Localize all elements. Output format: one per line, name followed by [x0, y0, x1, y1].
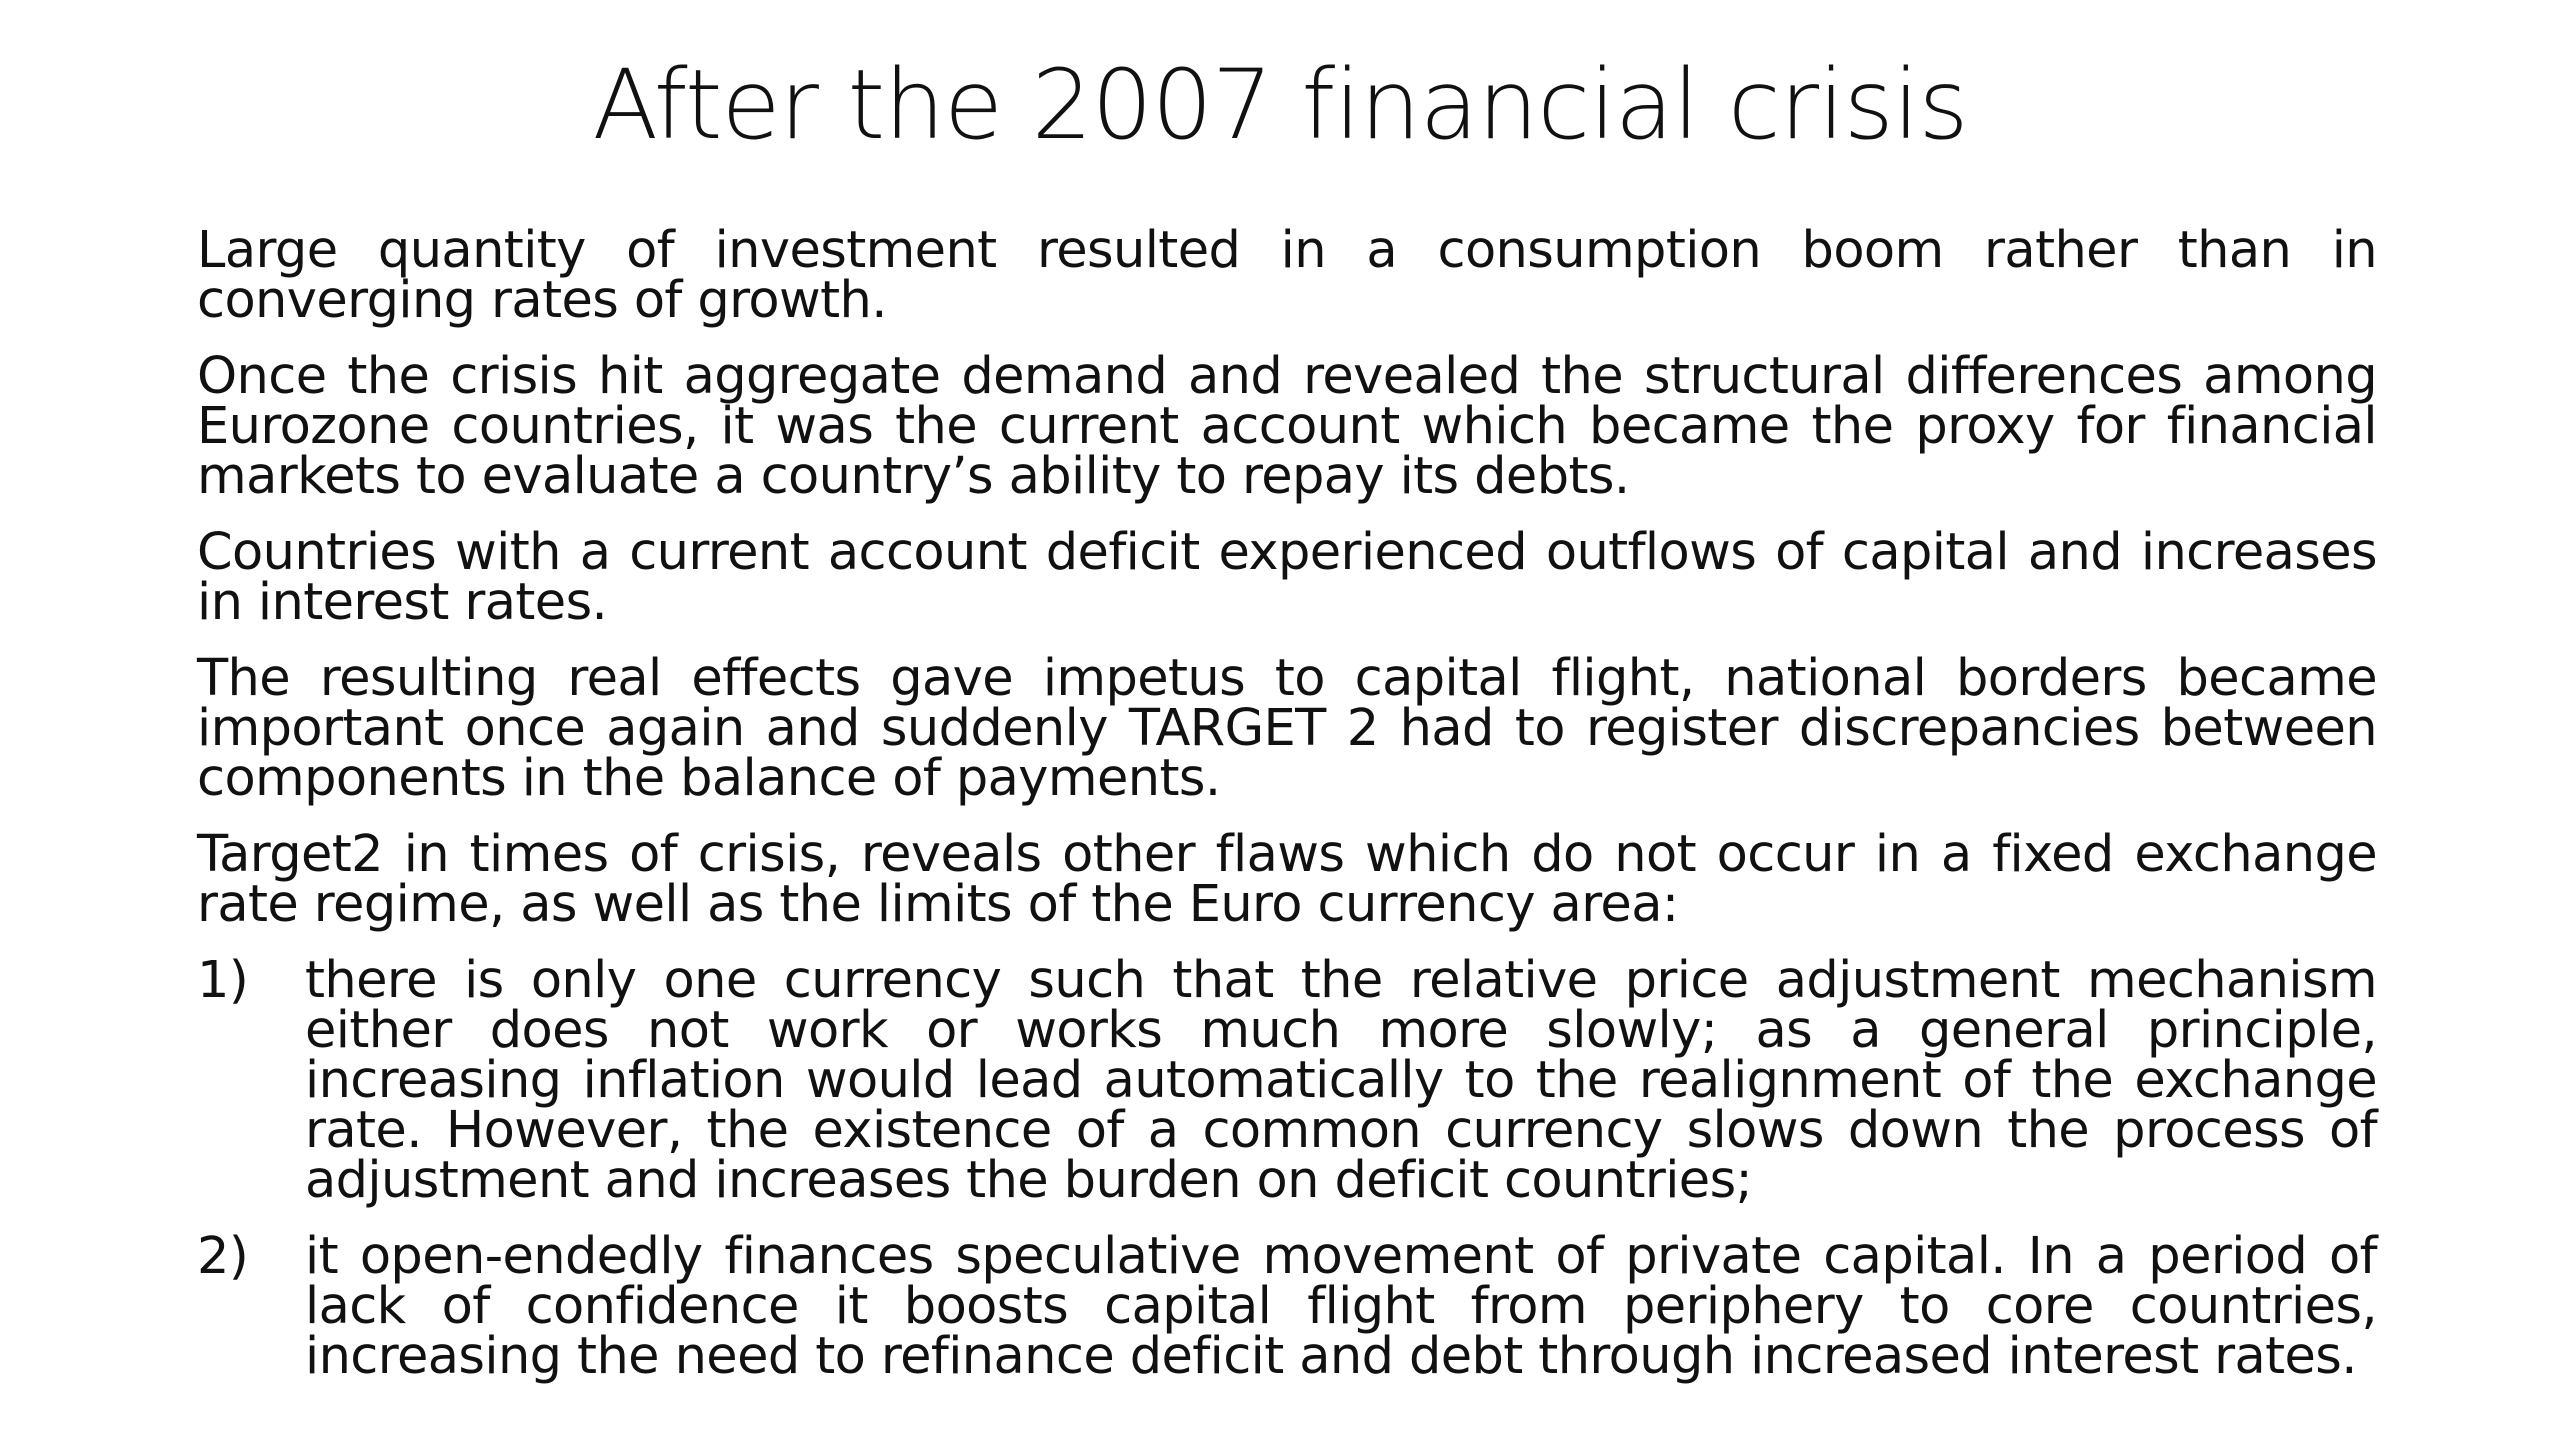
list-item-number: 1) [197, 951, 249, 1010]
list-item-text: it open-endedly finances speculative movement of private capital. In a period of lack of confidence it boosts capital flight from periphery to core countries, increasing the need to refinance deficit and debt through increased interest rates. [305, 1227, 2377, 1386]
slide-body [197, 221, 2377, 1408]
paragraph-target2-flaws: Target2 in times of crisis, reveals other flaws which do not occur in a fixed exchange rate regime, as well as the limits of the Euro currency area: [197, 825, 2377, 934]
list-item [197, 1227, 2377, 1386]
list-item-number: 2) [197, 1227, 249, 1286]
paragraph-investment: Large quantity of investment resulted in a consumption boom rather than in converging rates of growth. [197, 221, 2377, 330]
list-item [197, 951, 2377, 1210]
slide-title: After the 2007 financial crisis [592, 49, 1968, 161]
paragraph-deficit-countries: Countries with a current account deficit experienced outflows of capital and increases in interest rates. [197, 523, 2377, 632]
paragraph-crisis-current-account: Once the crisis hit aggregate demand and revealed the structural differences among Eurozone countries, it was the current account which became the proxy for financial markets to evaluate a country’s ability to repay its debts. [197, 347, 2377, 506]
paragraph-capital-flight: The resulting real effects gave impetus to capital flight, national borders became important once again and suddenly TARGET 2 had to register discrepancies between components in the balance of payments. [197, 649, 2377, 808]
list-item-text: there is only one currency such that the relative price adjustment mechanism either does not work or works much more slowly; as a general principle, increasing inflation would lead automatically to the realignment of the exchange rate. However, the existence of a common currency slows down the process of adjustment and increases the burden on deficit countries; [305, 951, 2377, 1210]
